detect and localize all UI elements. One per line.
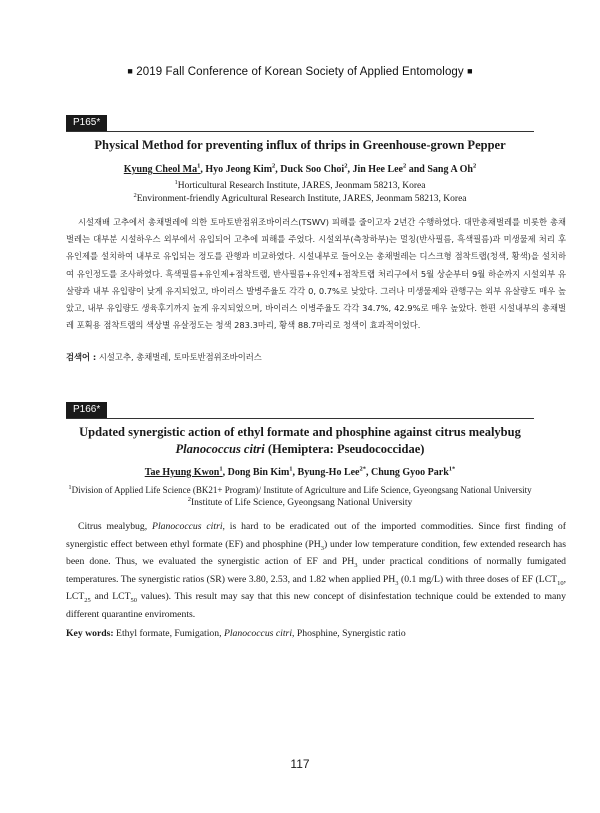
abstract-badge-p166: P166* xyxy=(66,402,107,418)
author: Dong Bin Kim$^1$ xyxy=(227,465,293,478)
header-square-left: ■ xyxy=(127,66,133,76)
keywords: Key words: Ethyl formate, Fumigation, Planococcus citri, Phosphine, Synergistic ratio xyxy=(66,628,406,639)
author: Byung-Ho Lee$^{2*}$ xyxy=(297,465,366,478)
author: Sang A Oh$^2$ xyxy=(427,162,477,175)
keywords xyxy=(66,349,566,366)
keywords-list: 시설고추, 총채벌레, 토마토반점위조바이러스 xyxy=(98,352,262,362)
author: Chung Gyoo Park$^{1*}$ xyxy=(371,465,456,478)
abstract-badge-p165: P165* xyxy=(66,115,107,131)
abstract-title: Updated synergistic action of ethyl formate and phosphine against citrus mealybug Planococcus citri (Hemiptera: Pseudococcidae) xyxy=(79,425,521,456)
keywords-label: Key words: xyxy=(66,628,114,639)
affiliation: $^2$Environment-friendly Agricultural Research Institute, JARES, Jeonmam 58213, Korea xyxy=(133,191,467,204)
author: Jin Hee Lee$^2$ xyxy=(352,162,407,175)
author: Duck Soo Choi$^2$ xyxy=(280,162,348,175)
abstract-body: 시설재배 고추에서 총채벌레에 의한 토마토반점위조바이러스(TSWV) 피해를 줄이고자 2년간 수행하였다. 대만총채벌레를 비롯한 총채벌레는 대부분 시설하우스 외부에서 유입되어 고추에 피해를 주었다. 시설외부(측창하부)는 멀칭(반사필름, 흑색필름)과 미생물제 처리 후 유인제를 설치하여 내부로 유입되는 정도를 관행과 비교하였다. 시설내부로 들어오는 총채벌레는 디스크형 점착트랩(청색, 황색)을 설치하여 유인정도를 조사하였다. 흑색필름+유인제+점착트랩, 반사필름+유인제+점착트랩 처리구에서 5월 상순부터 9월 하순까지 시설외부 유살량과 내부 유입량이 낮게 유지되었고, 바이러스 발병주율도 각각 0, 0.7%로 낮았다. 그러나 미생물제와 관행구는 외부 유살량도 매우 높았고, 내부 유입량도 생육후기까지 높게 유지되었으며, 바이러스 이병주율도 각각 34.7%, 42.9%로 매우 높았다. 한편 시설내부의 총채벌레 포획용 점착트랩의 색상별 유살정도는 청색 283.3마리, 황색 88.7마리로 청색이 효과적이었다. xyxy=(66,217,566,331)
abstract-divider xyxy=(66,418,534,419)
affiliation: $^1$Division of Applied Life Science (BK21+ Program)/ Institute of Agriculture and Life Science, Gyeongsang National University xyxy=(68,484,532,495)
abstract-divider xyxy=(66,131,534,132)
affiliation: $^2$Institute of Life Science, Gyeongsang National University xyxy=(187,495,413,508)
author-list: Kyung Cheol Ma$^1$, Hyo Jeong Kim$^2$, Duck Soo Choi$^2$, Jin Hee Lee$^2$ and Sang A Oh$^2$ xyxy=(123,162,477,175)
presenting-author: Kyung Cheol Ma$^1$ xyxy=(123,162,201,175)
affiliation: $^1$Horticultural Research Institute, JARES, Jeonmam 58213, Korea xyxy=(174,178,426,191)
abstract-title: Physical Method for preventing influx of thrips in Greenhouse-grown Pepper xyxy=(94,138,506,152)
conference-title: 2019 Fall Conference of Korean Society of Applied Entomology xyxy=(136,66,464,78)
abstract-body: Citrus mealybug, Planococcus citri, is hard to be eradicated out of the imported commodities. Since first finding of synergistic effect between ethyl formate (EF) and phosphine $(PH_3)$ under low temperature condition, few extended research has been done. Thus, we evaluated the synergistic action of EF and $PH_3$ under practical conditions of normally fumigated temperatures. The synergistic ratios (SR) were 3.80, 2.53, and 1.82 when applied $PH_3$ (0.1 mg/L) with three doses of EF ($LCT_{10}$, $LCT_{25}$ and $LCT_{50}$ values). This result may say that this new concept of disinfestation technique could be extended to many different quarantine enviroments. xyxy=(66,521,566,620)
running-header xyxy=(0,66,600,78)
page-number: 117 xyxy=(290,757,310,771)
header-square-right: ■ xyxy=(467,66,473,76)
author-list: Tae Hyung Kwon$^1$, Dong Bin Kim$^1$, Byung-Ho Lee$^{2*}$, Chung Gyoo Park$^{1*}$ xyxy=(144,465,456,478)
presenting-author: Tae Hyung Kwon$^1$ xyxy=(144,465,223,478)
keywords-label: 검색어 : xyxy=(66,352,97,362)
author: Hyo Jeong Kim$^2$ xyxy=(205,162,276,175)
